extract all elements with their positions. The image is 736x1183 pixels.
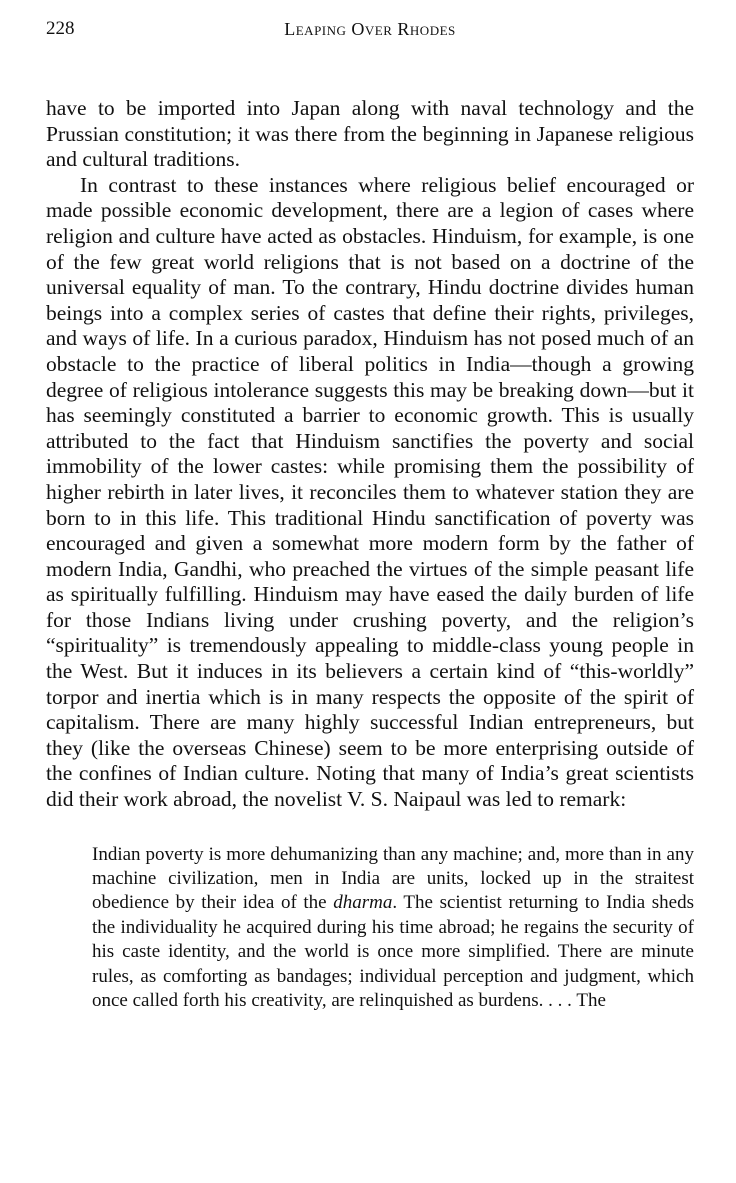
body-text <box>46 96 694 813</box>
running-head <box>46 14 694 44</box>
naipaul-quote <box>92 843 694 1014</box>
page-number: 228 <box>46 18 75 39</box>
paragraph-hinduism: In contrast to these instances where religious belief encouraged or made possible economic development, there are a legion of cases where religion and culture have acted as obstacles. Hinduism, for example, is one of the few great world religions that is not based on a doctrine of the universal equality of man. To the contrary, Hindu doctrine divides human beings into a complex series of castes that define their rights, privileges, and ways of life. In a curious paradox, Hinduism has not posed much of an obstacle to the practice of liberal politics in India—though a growing degree of religious intolerance suggests this may be breaking down—but it has seemingly constituted a barrier to economic growth. This is usually attributed to the fact that Hinduism sanctifies the poverty and social immobility of the lower castes: while promising them the possibility of higher rebirth in later lives, it reconciles them to whatever station they are born to in this life. This traditional Hindu sanctification of poverty was encouraged and given a somewhat more modern form by the father of modern India, Gandhi, who preached the virtues of the simple peasant life as spiritually fulfilling. Hinduism may have eased the daily burden of life for those Indians living under crushing poverty, and the religion’s “spirituality” is tremendously appealing to middle-class young people in the West. But it induces in its believers a certain kind of “this-worldly” torpor and inertia which is in many respects the opposite of the spirit of capitalism. There are many highly successful Indian entrepreneurs, but they (like the overseas Chinese) seem to be more enterprising outside of the confines of Indian culture. Noting that many of India’s great scientists did their work abroad, the novelist V. S. Naipaul was led to remark: <box>46 172 694 812</box>
quote-text-part2: . The scientist returning to India sheds the individuality he acquired during his time abroad; he regains the security of his caste identity, and the world is once more simplified. There are minute rules, as comforting as bandages; individual perception and judgment, which once called forth his creativity, are relinquished as burdens. . . . The <box>92 892 695 1012</box>
quote-italic-term: dharma <box>333 892 393 914</box>
paragraph-continued: have to be imported into Japan along with naval technology and the Prussian constitution; it was there from the beginning in Japanese religious and cultural traditions. <box>46 96 694 172</box>
quote-text-part1: Indian poverty is more dehumanizing than any machine; and, more than in any machine civilization, men in India are units, locked up in the straitest obedience by their idea of the <box>92 843 694 914</box>
running-title: Leaping Over Rhodes <box>284 19 456 39</box>
book-page <box>46 14 694 1013</box>
